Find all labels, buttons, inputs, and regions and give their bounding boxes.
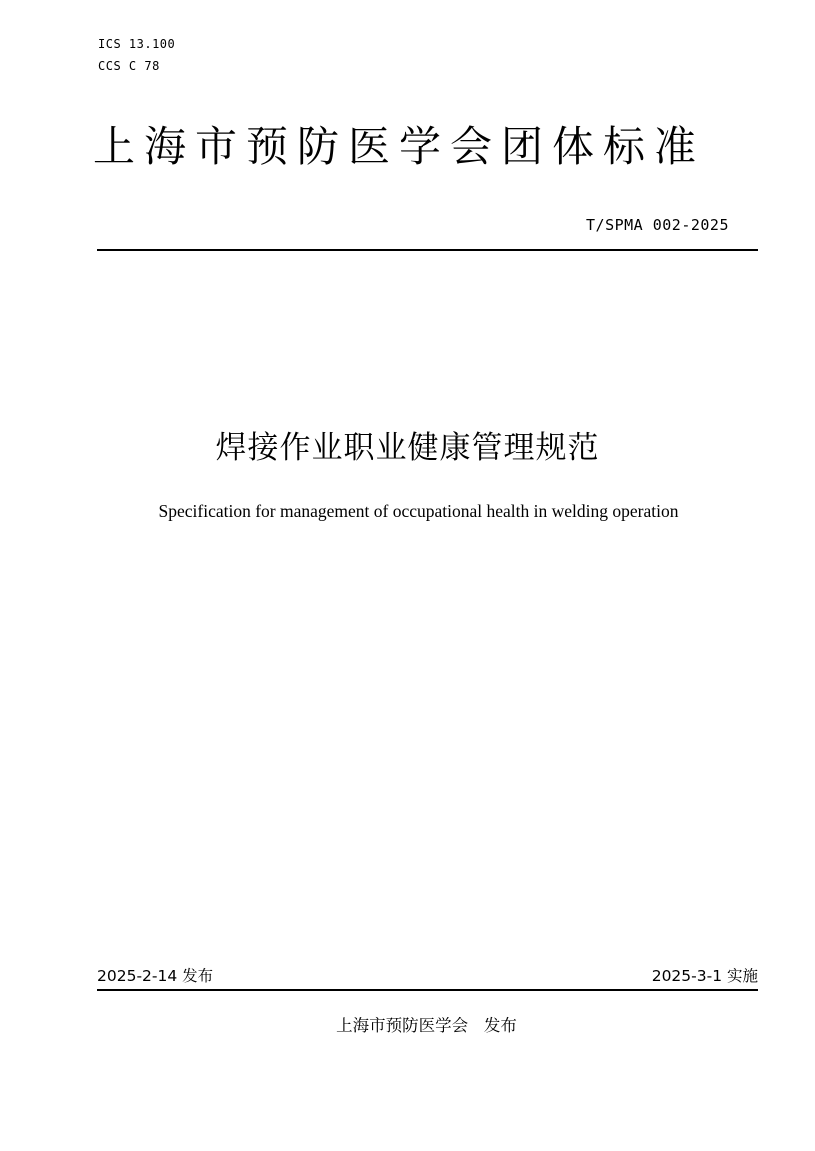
document-title-english: Specification for management of occupational health in welding operation bbox=[158, 501, 679, 521]
bottom-divider bbox=[97, 989, 758, 991]
issue-date: 2025-2-14 发布 bbox=[97, 967, 214, 985]
top-divider bbox=[97, 249, 758, 251]
organization-standard-title: 上海市预防医学会团体标准 bbox=[93, 122, 706, 171]
standard-number: T/SPMA 002-2025 bbox=[586, 216, 729, 234]
ccs-code: CCS C 78 bbox=[98, 59, 160, 73]
ics-code: ICS 13.100 bbox=[98, 37, 176, 51]
publisher: 上海市预防医学会 发布 bbox=[336, 1016, 517, 1035]
document-title-chinese: 焊接作业职业健康管理规范 bbox=[215, 430, 600, 466]
implementation-date: 2025-3-1 实施 bbox=[651, 967, 758, 985]
